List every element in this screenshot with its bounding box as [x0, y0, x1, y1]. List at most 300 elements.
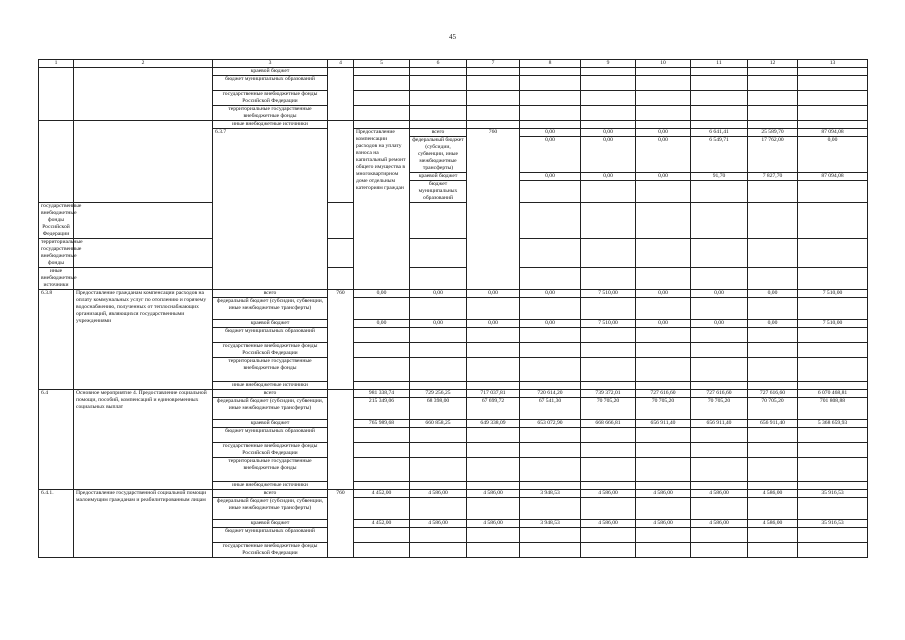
table-row	[39, 490, 868, 498]
value-cell	[520, 239, 581, 268]
value-cell	[581, 203, 636, 239]
value-cell: 67 541,30	[520, 398, 581, 420]
value-cell	[748, 121, 798, 129]
value-cell: 660 858,25	[410, 420, 467, 428]
value-cell	[410, 68, 467, 76]
value-cell	[748, 443, 798, 458]
value-cell: 656 911,40	[636, 420, 691, 428]
value-cell: 0,00	[691, 320, 748, 328]
value-cell: 7 827,70	[748, 173, 798, 181]
value-cell	[636, 358, 691, 382]
item-code: 6.4.1.	[39, 490, 74, 558]
value-cell	[520, 443, 581, 458]
table-row	[39, 268, 868, 290]
value-cell	[410, 428, 467, 443]
item-code	[39, 121, 74, 203]
value-cell	[581, 482, 636, 490]
funding-source: иные внебюджетные источники	[39, 268, 74, 290]
value-cell	[354, 458, 410, 482]
value-cell	[581, 239, 636, 268]
value-cell: 87 094,08	[798, 173, 868, 181]
value-cell	[691, 298, 748, 320]
value-cell	[798, 203, 868, 239]
value-cell	[636, 76, 691, 91]
value-cell	[798, 239, 868, 268]
value-cell	[748, 543, 798, 558]
value-cell: 4 586,00	[467, 490, 520, 498]
funding-source: иные внебюджетные источники	[213, 121, 328, 129]
value-cell	[581, 528, 636, 543]
funding-source: территориальные государственные внебюджетные фонды	[213, 458, 328, 482]
header-cell: 10	[636, 60, 691, 68]
funding-source: всего	[213, 490, 328, 498]
value-cell: 0,00	[410, 320, 467, 328]
table-row	[39, 121, 868, 129]
value-cell: 3 948,53	[520, 520, 581, 528]
value-cell: 91,70	[691, 173, 748, 181]
value-cell	[636, 91, 691, 106]
value-cell	[636, 181, 691, 203]
funding-source: бюджет муниципальных образований	[410, 181, 467, 203]
value-cell	[520, 76, 581, 91]
value-cell	[467, 106, 520, 121]
value-cell	[748, 181, 798, 203]
funding-source: федеральный бюджет (субсидии, субвенции, иные межбюджетные трансферты)	[213, 498, 328, 520]
funding-source: территориальные государственные внебюджетные фонды	[213, 106, 328, 121]
value-cell	[520, 298, 581, 320]
value-cell	[520, 268, 581, 290]
value-cell: 5 368 659,93	[798, 420, 868, 428]
value-cell	[691, 443, 748, 458]
value-cell	[520, 121, 581, 129]
value-cell	[691, 343, 748, 358]
value-cell: 0,00	[636, 137, 691, 173]
header-cell: 1	[39, 60, 74, 68]
value-cell	[691, 543, 748, 558]
value-cell	[410, 328, 467, 343]
value-cell: 35 916,53	[798, 490, 868, 498]
value-cell	[328, 239, 354, 268]
funding-source: краевой бюджет	[213, 520, 328, 528]
value-cell	[691, 328, 748, 343]
value-cell	[581, 68, 636, 76]
value-cell	[581, 343, 636, 358]
value-cell	[691, 458, 748, 482]
value-cell	[748, 298, 798, 320]
page-number: 45	[449, 33, 456, 41]
value-cell: 653 072,90	[520, 420, 581, 428]
value-cell	[798, 91, 868, 106]
funding-source: краевой бюджет	[410, 173, 467, 181]
value-cell	[636, 382, 691, 390]
value-cell: 0,00	[748, 320, 798, 328]
value-cell	[798, 106, 868, 121]
value-cell: 720 614,20	[520, 390, 581, 398]
value-cell	[581, 498, 636, 520]
value-cell	[467, 91, 520, 106]
value-cell	[410, 458, 467, 482]
value-cell	[410, 91, 467, 106]
funding-source: государственные внебюджетные фонды Российской Федерации	[213, 443, 328, 458]
value-cell	[410, 343, 467, 358]
value-cell	[354, 328, 410, 343]
value-cell	[467, 498, 520, 520]
value-cell	[410, 298, 467, 320]
header-cell: 13	[798, 60, 868, 68]
funding-source: всего	[213, 390, 328, 398]
value-cell: 0,00	[520, 320, 581, 328]
value-cell	[354, 106, 410, 121]
value-cell	[691, 482, 748, 490]
value-cell	[520, 528, 581, 543]
funding-source: территориальные государственные внебюджетные фонды	[39, 239, 74, 268]
item-code: 6.4	[39, 390, 74, 490]
value-cell	[520, 428, 581, 443]
value-cell	[520, 91, 581, 106]
value-cell: 87 094,08	[798, 129, 868, 137]
value-cell: 0,00	[410, 290, 467, 298]
value-cell	[636, 443, 691, 458]
value-cell	[748, 343, 798, 358]
value-cell	[354, 298, 410, 320]
value-cell	[354, 428, 410, 443]
value-cell	[467, 328, 520, 343]
value-cell: 4 586,00	[636, 520, 691, 528]
value-cell	[748, 528, 798, 543]
value-cell	[691, 91, 748, 106]
value-cell	[520, 358, 581, 382]
value-cell: 0,00	[691, 290, 748, 298]
item-code: 6.3.7	[213, 129, 328, 290]
value-cell	[410, 382, 467, 390]
value-cell	[581, 328, 636, 343]
item-col4: 760	[328, 490, 354, 558]
item-col4	[328, 68, 354, 121]
value-cell	[748, 358, 798, 382]
value-cell: 981 338,74	[354, 390, 410, 398]
funding-source: иные внебюджетные источники	[213, 382, 328, 390]
value-cell	[581, 181, 636, 203]
value-cell	[798, 328, 868, 343]
value-cell	[798, 482, 868, 490]
value-cell	[410, 268, 467, 290]
value-cell	[520, 543, 581, 558]
value-cell	[354, 498, 410, 520]
value-cell: 0,00	[798, 137, 868, 173]
value-cell	[748, 482, 798, 490]
value-cell: 7 510,00	[581, 290, 636, 298]
value-cell	[636, 239, 691, 268]
value-cell	[691, 68, 748, 76]
value-cell	[748, 498, 798, 520]
value-cell	[581, 382, 636, 390]
funding-source: государственные внебюджетные фонды Российской Федерации	[213, 343, 328, 358]
value-cell	[581, 543, 636, 558]
value-cell: 0,00	[520, 290, 581, 298]
value-cell	[798, 298, 868, 320]
value-cell: 0,00	[354, 320, 410, 328]
value-cell	[748, 382, 798, 390]
value-cell: 0,00	[581, 173, 636, 181]
value-cell: 668 666,81	[581, 420, 636, 428]
value-cell: 0,00	[520, 129, 581, 137]
value-cell	[467, 343, 520, 358]
value-cell	[636, 528, 691, 543]
value-cell: 0,00	[636, 290, 691, 298]
funding-source: государственные внебюджетные фонды Российской Федерации	[39, 203, 74, 239]
item-name	[74, 68, 213, 121]
value-cell: 0,00	[467, 320, 520, 328]
value-cell	[467, 428, 520, 443]
value-cell: 727 616,60	[636, 390, 691, 398]
value-cell	[410, 239, 467, 268]
value-cell	[748, 91, 798, 106]
value-cell	[354, 543, 410, 558]
value-cell: 765 989,68	[354, 420, 410, 428]
value-cell	[520, 382, 581, 390]
value-cell	[636, 328, 691, 343]
value-cell: 0,00	[636, 320, 691, 328]
value-cell	[691, 498, 748, 520]
value-cell: 701 808,88	[798, 398, 868, 420]
value-cell	[354, 121, 410, 129]
value-cell: 68 398,00	[410, 398, 467, 420]
value-cell	[410, 498, 467, 520]
value-cell	[354, 76, 410, 91]
value-cell	[798, 181, 868, 203]
value-cell	[636, 458, 691, 482]
value-cell: 4 452,00	[354, 520, 410, 528]
value-cell	[581, 358, 636, 382]
value-cell	[410, 528, 467, 543]
value-cell: 729 256,25	[410, 390, 467, 398]
value-cell: 7 510,00	[581, 320, 636, 328]
funding-source: бюджет муниципальных образований	[213, 528, 328, 543]
value-cell: 4 586,00	[410, 490, 467, 498]
value-cell	[581, 458, 636, 482]
value-cell	[691, 382, 748, 390]
value-cell	[467, 543, 520, 558]
value-cell	[354, 382, 410, 390]
item-name: Предоставление компенсации расходов на уплату взноса на капитальный ремонт общего имущества в многоквартирном доме отдельным категориям граждан	[354, 129, 410, 290]
value-cell	[354, 68, 410, 76]
value-cell	[798, 68, 868, 76]
item-col4: 760	[467, 129, 520, 290]
value-cell	[328, 268, 354, 290]
value-cell: 6 641,41	[691, 129, 748, 137]
value-cell	[520, 482, 581, 490]
value-cell	[748, 428, 798, 443]
value-cell	[520, 328, 581, 343]
value-cell	[581, 268, 636, 290]
value-cell	[748, 106, 798, 121]
header-cell: 6	[410, 60, 467, 68]
item-name: Предоставление государственной социальной помощи малоимущим гражданам и реабилитированным лицам	[74, 490, 213, 558]
value-cell	[467, 68, 520, 76]
value-cell	[691, 528, 748, 543]
value-cell	[748, 203, 798, 239]
value-cell: 0,00	[748, 290, 798, 298]
program-funding-table	[38, 59, 868, 558]
value-cell	[410, 106, 467, 121]
table-row	[39, 68, 868, 76]
item-name: Предоставление гражданам компенсации расходов на оплату коммунальных услуг по отоплению и горячему водоснабжению, полученных от теплоснабжающих организаций, являющихся государственными учреждениями	[74, 290, 213, 390]
value-cell	[354, 358, 410, 382]
value-cell	[798, 528, 868, 543]
header-cell: 7	[467, 60, 520, 68]
value-cell	[691, 358, 748, 382]
value-cell: 0,00	[636, 129, 691, 137]
value-cell	[691, 239, 748, 268]
value-cell	[636, 268, 691, 290]
value-cell	[636, 121, 691, 129]
item-code: 6.3.8	[39, 290, 74, 390]
header-cell: 8	[520, 60, 581, 68]
value-cell: 7 510,00	[798, 290, 868, 298]
value-cell	[581, 121, 636, 129]
header-cell: 9	[581, 60, 636, 68]
value-cell: 4 586,00	[691, 490, 748, 498]
item-col4	[328, 121, 354, 203]
funding-source: иные внебюджетные источники	[213, 482, 328, 490]
value-cell	[467, 382, 520, 390]
value-cell	[636, 203, 691, 239]
funding-source: государственные внебюджетные фонды Российской Федерации	[213, 543, 328, 558]
value-cell: 4 586,00	[581, 520, 636, 528]
value-cell	[74, 268, 213, 290]
value-cell	[691, 268, 748, 290]
value-cell	[410, 482, 467, 490]
item-name: Основное мероприятие 4. Предоставление социальной помощи, пособий, компенсаций и единовременных социальных выплат	[74, 390, 213, 490]
value-cell	[520, 498, 581, 520]
value-cell	[74, 239, 213, 268]
value-cell	[354, 528, 410, 543]
header-cell: 3	[213, 60, 328, 68]
item-code	[39, 68, 74, 121]
value-cell	[691, 203, 748, 239]
funding-source: всего	[213, 290, 328, 298]
value-cell: 4 586,00	[467, 520, 520, 528]
value-cell	[748, 328, 798, 343]
value-cell	[520, 106, 581, 121]
value-cell	[467, 443, 520, 458]
value-cell: 727 616,60	[691, 390, 748, 398]
funding-source: государственные внебюджетные фонды Российской Федерации	[213, 91, 328, 106]
value-cell: 0,00	[467, 290, 520, 298]
table-row	[39, 203, 868, 239]
value-cell: 0,00	[636, 173, 691, 181]
value-cell	[798, 443, 868, 458]
value-cell: 4 586,00	[691, 520, 748, 528]
value-cell: 4 586,00	[410, 520, 467, 528]
item-col4: 760	[328, 290, 354, 390]
value-cell	[798, 498, 868, 520]
table-row	[39, 239, 868, 268]
value-cell	[581, 76, 636, 91]
value-cell	[636, 482, 691, 490]
value-cell: 4 586,00	[748, 490, 798, 498]
funding-source: федеральный бюджет (субсидии, субвенции, иные межбюджетные трансферты)	[410, 137, 467, 173]
value-cell	[798, 428, 868, 443]
value-cell	[467, 528, 520, 543]
value-cell	[328, 203, 354, 239]
funding-source: федеральный бюджет (субсидии, субвенции, иные межбюджетные трансферты)	[213, 398, 328, 420]
value-cell	[636, 68, 691, 76]
value-cell	[354, 343, 410, 358]
value-cell	[636, 543, 691, 558]
item-col4	[328, 390, 354, 490]
value-cell: 6 070 468,81	[798, 390, 868, 398]
value-cell: 0,00	[581, 129, 636, 137]
value-cell	[410, 203, 467, 239]
value-cell	[691, 106, 748, 121]
value-cell	[691, 181, 748, 203]
value-cell	[636, 428, 691, 443]
value-cell: 4 452,00	[354, 490, 410, 498]
header-cell: 11	[691, 60, 748, 68]
item-name	[74, 121, 213, 203]
value-cell	[798, 382, 868, 390]
value-cell	[520, 458, 581, 482]
value-cell: 215 349,06	[354, 398, 410, 420]
value-cell	[798, 458, 868, 482]
value-cell: 727 616,60	[748, 390, 798, 398]
funding-source: всего	[410, 129, 467, 137]
funding-source: федеральный бюджет (субсидии, субвенции, иные межбюджетные трансферты)	[213, 298, 328, 320]
header-row	[39, 60, 868, 68]
value-cell	[410, 76, 467, 91]
table-row	[39, 290, 868, 298]
value-cell: 717 037,81	[467, 390, 520, 398]
value-cell: 70 705,20	[636, 398, 691, 420]
value-cell	[798, 358, 868, 382]
value-cell	[798, 343, 868, 358]
table-row	[39, 390, 868, 398]
value-cell	[748, 458, 798, 482]
funding-source: бюджет муниципальных образований	[213, 328, 328, 343]
value-cell	[691, 121, 748, 129]
value-cell	[581, 443, 636, 458]
value-cell	[748, 239, 798, 268]
value-cell: 0,00	[581, 137, 636, 173]
value-cell: 0,00	[520, 137, 581, 173]
value-cell: 4 586,00	[581, 490, 636, 498]
value-cell	[581, 298, 636, 320]
value-cell	[636, 106, 691, 121]
value-cell	[798, 76, 868, 91]
value-cell: 4 586,00	[636, 490, 691, 498]
value-cell: 656 911,40	[748, 420, 798, 428]
value-cell	[581, 106, 636, 121]
value-cell: 35 916,53	[798, 520, 868, 528]
value-cell	[748, 68, 798, 76]
value-cell	[410, 121, 467, 129]
value-cell: 17 762,00	[748, 137, 798, 173]
value-cell	[354, 443, 410, 458]
value-cell: 70 705,20	[748, 398, 798, 420]
value-cell	[467, 76, 520, 91]
value-cell	[410, 358, 467, 382]
value-cell	[467, 458, 520, 482]
value-cell: 649 338,09	[467, 420, 520, 428]
value-cell	[467, 358, 520, 382]
value-cell	[691, 428, 748, 443]
value-cell: 739 372,01	[581, 390, 636, 398]
value-cell	[467, 298, 520, 320]
funding-source: краевой бюджет	[213, 68, 328, 76]
value-cell: 70 705,20	[691, 398, 748, 420]
value-cell	[410, 443, 467, 458]
